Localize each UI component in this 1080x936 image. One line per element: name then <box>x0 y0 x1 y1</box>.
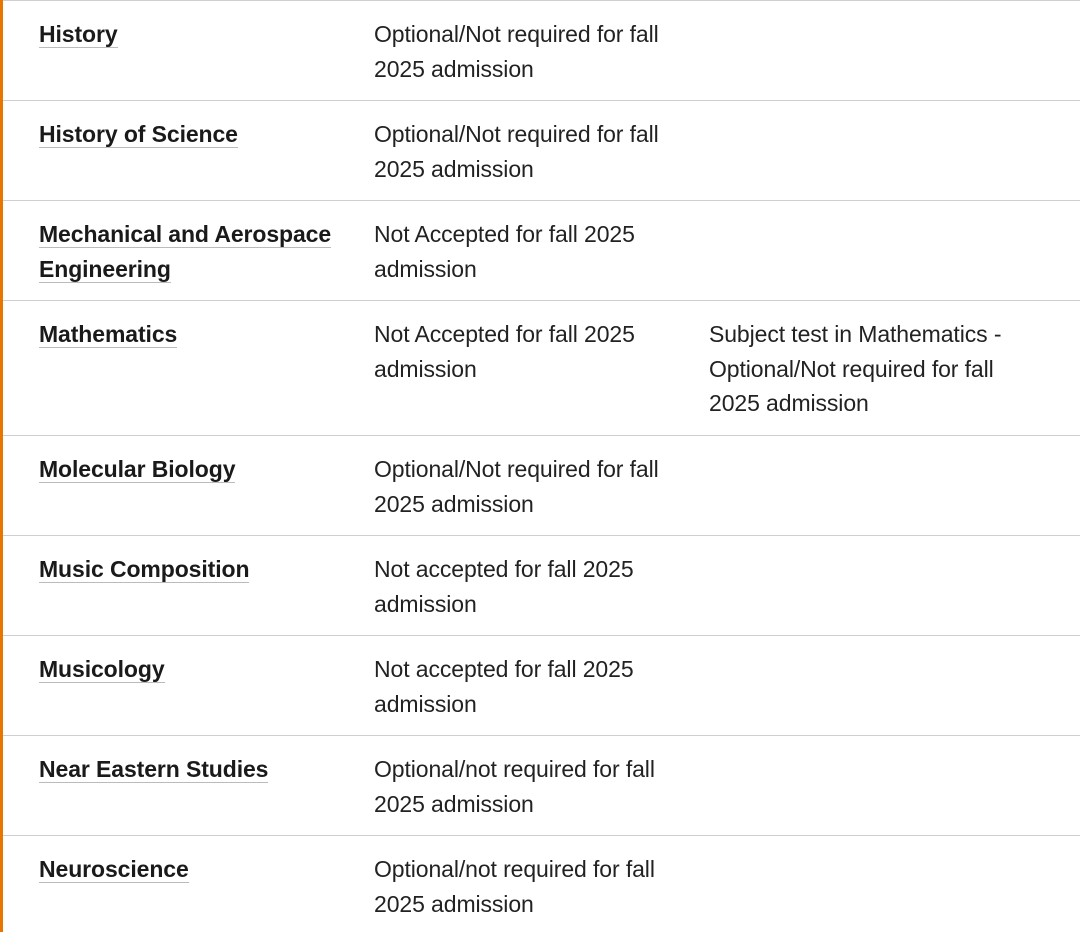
department-link-mathematics[interactable]: Mathematics <box>39 321 178 347</box>
department-link-history[interactable]: History <box>39 21 118 47</box>
requirement-cell: Optional/Not required for fall 2025 admission <box>374 456 659 517</box>
requirement-cell: Optional/not required for fall 2025 admission <box>374 756 655 817</box>
department-link-near-eastern-studies[interactable]: Near Eastern Studies <box>39 756 269 782</box>
requirement-cell: Not Accepted for fall 2025 admission <box>374 221 635 282</box>
department-link-music-composition[interactable]: Music Composition <box>39 556 250 582</box>
requirement-cell: Not accepted for fall 2025 admission <box>374 556 634 617</box>
table-row <box>3 201 1080 301</box>
requirement-cell: Not accepted for fall 2025 admission <box>374 656 634 717</box>
table-row <box>3 101 1080 201</box>
table-row <box>3 736 1080 836</box>
department-link-history-of-science[interactable]: History of Science <box>39 121 238 147</box>
table-row <box>3 536 1080 636</box>
requirement-cell: Not Accepted for fall 2025 admission <box>374 321 635 382</box>
department-link-musicology[interactable]: Musicology <box>39 656 165 682</box>
requirement-cell: Optional/Not required for fall 2025 admission <box>374 121 659 182</box>
department-link-mechanical-aerospace-engineering[interactable]: Mechanical and Aerospace Engineering <box>39 221 332 282</box>
requirements-table <box>3 0 1080 936</box>
requirement-cell: Optional/not required for fall 2025 admission <box>374 856 655 917</box>
department-link-neuroscience[interactable]: Neuroscience <box>39 856 189 882</box>
table-row <box>3 1 1080 101</box>
table-row <box>3 301 1080 436</box>
table-row <box>3 636 1080 736</box>
table-row <box>3 436 1080 536</box>
table-row <box>3 836 1080 936</box>
department-link-molecular-biology[interactable]: Molecular Biology <box>39 456 236 482</box>
note-cell: Subject test in Mathematics - Optional/Not required for fall 2025 admission <box>709 321 1002 416</box>
requirement-cell: Optional/Not required for fall 2025 admission <box>374 21 659 82</box>
